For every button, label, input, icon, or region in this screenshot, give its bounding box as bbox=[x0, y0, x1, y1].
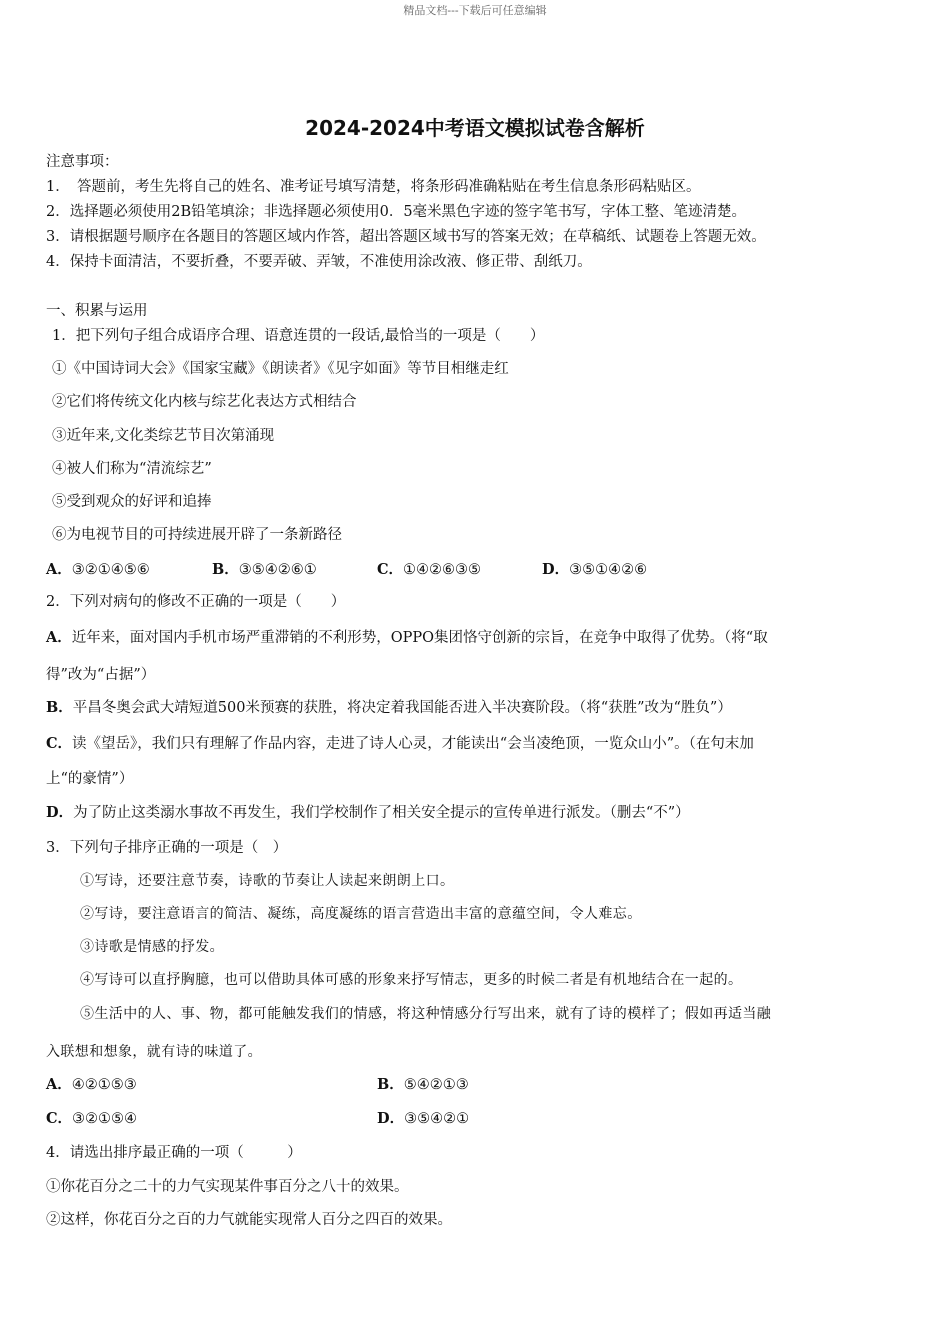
q3-option-b bbox=[377, 1075, 469, 1095]
q3-option-d bbox=[377, 1109, 469, 1129]
q3-sentence: ④写诗可以直抒胸臆，也可以借助具体可感的形象来抒写情志，更多的时候二者是有机地结合在一起的。 bbox=[80, 972, 743, 988]
q4-sentence: ②这样，你花百分之百的力气就能实现常人百分之四百的效果。 bbox=[46, 1212, 452, 1228]
option-text: ⑤④②①③ bbox=[403, 1077, 469, 1093]
q3-sentence: ①写诗，还要注意节奏，诗歌的节奏让人读起来朗朗上口。 bbox=[80, 873, 455, 889]
q1-sentence: ⑤受到观众的好评和追捧 bbox=[52, 494, 212, 510]
q1-option-d bbox=[542, 560, 647, 580]
option-text: ③⑤④②⑥① bbox=[238, 562, 317, 578]
option-label: C． bbox=[46, 735, 73, 752]
option-text: ④②①⑤③ bbox=[71, 1077, 137, 1093]
option-label: C． bbox=[377, 561, 404, 578]
q3-sentence: ③诗歌是情感的抒发。 bbox=[80, 939, 224, 955]
option-text: ③⑤①④②⑥ bbox=[569, 562, 648, 578]
q2-option-c bbox=[46, 734, 754, 754]
option-text: ③②①④⑤⑥ bbox=[71, 562, 150, 578]
option-label: C． bbox=[46, 1110, 73, 1127]
option-label: A． bbox=[46, 629, 72, 646]
q3-sentence-cont: 入联想和想象，就有诗的味道了。 bbox=[46, 1044, 262, 1060]
section-heading: 一、积累与运用 bbox=[46, 303, 148, 319]
q1-option-a bbox=[46, 560, 150, 580]
q3-sentence: ②写诗，要注意语言的简洁、凝练，高度凝练的语言营造出丰富的意蕴空间，令人难忘。 bbox=[80, 906, 642, 922]
q3-sentence: ⑤生活中的人、事、物，都可能触发我们的情感，将这种情感分行写出来，就有了诗的模样了；假如再适当融 bbox=[80, 1006, 772, 1022]
q3-option-c bbox=[46, 1109, 137, 1129]
q1-sentence: ⑥为电视节目的可持续进展开辟了一条新路径 bbox=[52, 527, 342, 543]
option-label: D． bbox=[377, 1110, 405, 1127]
q2-option-c-cont: 上“的豪情”） bbox=[46, 771, 134, 787]
q1-sentence: ②它们将传统文化内核与综艺化表达方式相结合 bbox=[52, 394, 357, 410]
q4-stem: 4．请选出排序最正确的一项（ ） bbox=[46, 1145, 302, 1161]
q1-option-b bbox=[212, 560, 317, 580]
option-label: D． bbox=[542, 561, 570, 578]
q2-option-d bbox=[46, 803, 690, 823]
q1-stem: 1．把下列句子组合成语序合理、语意连贯的一段话,最恰当的一项是（ ） bbox=[52, 328, 545, 344]
q2-stem: 2．下列对病句的修改不正确的一项是（ ） bbox=[46, 594, 346, 610]
option-label: B． bbox=[377, 1076, 404, 1093]
option-label: D． bbox=[46, 804, 74, 821]
option-text: ③⑤④②① bbox=[404, 1111, 470, 1127]
page-header: 精品文档---下载后可任意编辑 bbox=[403, 4, 547, 17]
option-label: A． bbox=[46, 561, 72, 578]
q4-sentence: ①你花百分之二十的力气实现某件事百分之八十的效果。 bbox=[46, 1179, 409, 1195]
q1-option-c bbox=[377, 560, 481, 580]
q1-sentence: ④被人们称为“清流综艺” bbox=[52, 461, 212, 477]
option-text: 平昌冬奥会武大靖短道500米预赛的获胜，将决定着我国能否进入半决赛阶段。（将“获胜”改为“胜负”） bbox=[72, 700, 732, 716]
option-text: 读《望岳》，我们只有理解了作品内容，走进了诗人心灵，才能读出“会当凌绝顶，一览众山小”。（在句末加 bbox=[72, 736, 754, 752]
option-text: ③②①⑤④ bbox=[72, 1111, 138, 1127]
q2-option-a-cont: 得”改为“占据”） bbox=[46, 667, 156, 683]
q1-sentence: ③近年来,文化类综艺节目次第涌现 bbox=[52, 428, 275, 444]
option-text: ①④②⑥③⑤ bbox=[403, 562, 482, 578]
notice-heading: 注意事项： bbox=[46, 154, 119, 170]
option-label: A． bbox=[46, 1076, 72, 1093]
q2-option-a bbox=[46, 628, 768, 648]
option-text: 近年来，面对国内手机市场严重滞销的不利形势，OPPO集团恪守创新的宗旨，在竞争中取得了优势。（将“取 bbox=[71, 630, 768, 646]
q3-option-a bbox=[46, 1075, 137, 1095]
option-label: B． bbox=[46, 699, 73, 716]
q1-sentence: ①《中国诗词大会》《国家宝藏》《朗读者》《见字如面》等节目相继走红 bbox=[52, 361, 509, 377]
q2-option-b bbox=[46, 698, 732, 718]
notice-item: 3．请根据题号顺序在各题目的答题区域内作答，超出答题区域书写的答案无效；在草稿纸、试题卷上答题无效。 bbox=[46, 229, 766, 245]
notice-item: 4．保持卡面清洁，不要折叠，不要弄破、弄皱，不准使用涂改液、修正带、刮纸刀。 bbox=[46, 254, 592, 270]
notice-item: 1． 答题前，考生先将自己的姓名、准考证号填写清楚，将条形码准确粘贴在考生信息条形码粘贴区。 bbox=[46, 179, 701, 195]
notice-item: 2．选择题必须使用2B铅笔填涂；非选择题必须使用0．5毫米黑色字迹的签字笔书写，字体工整、笔迹清楚。 bbox=[46, 204, 747, 220]
option-label: B． bbox=[212, 561, 239, 578]
option-text: 为了防止这类溺水事故不再发生，我们学校制作了相关安全提示的宣传单进行派发。（删去“不”） bbox=[73, 805, 690, 821]
page-title: 2024-2024中考语文模拟试卷含解析 bbox=[305, 116, 645, 140]
q3-stem: 3．下列句子排序正确的一项是（ ） bbox=[46, 840, 288, 856]
